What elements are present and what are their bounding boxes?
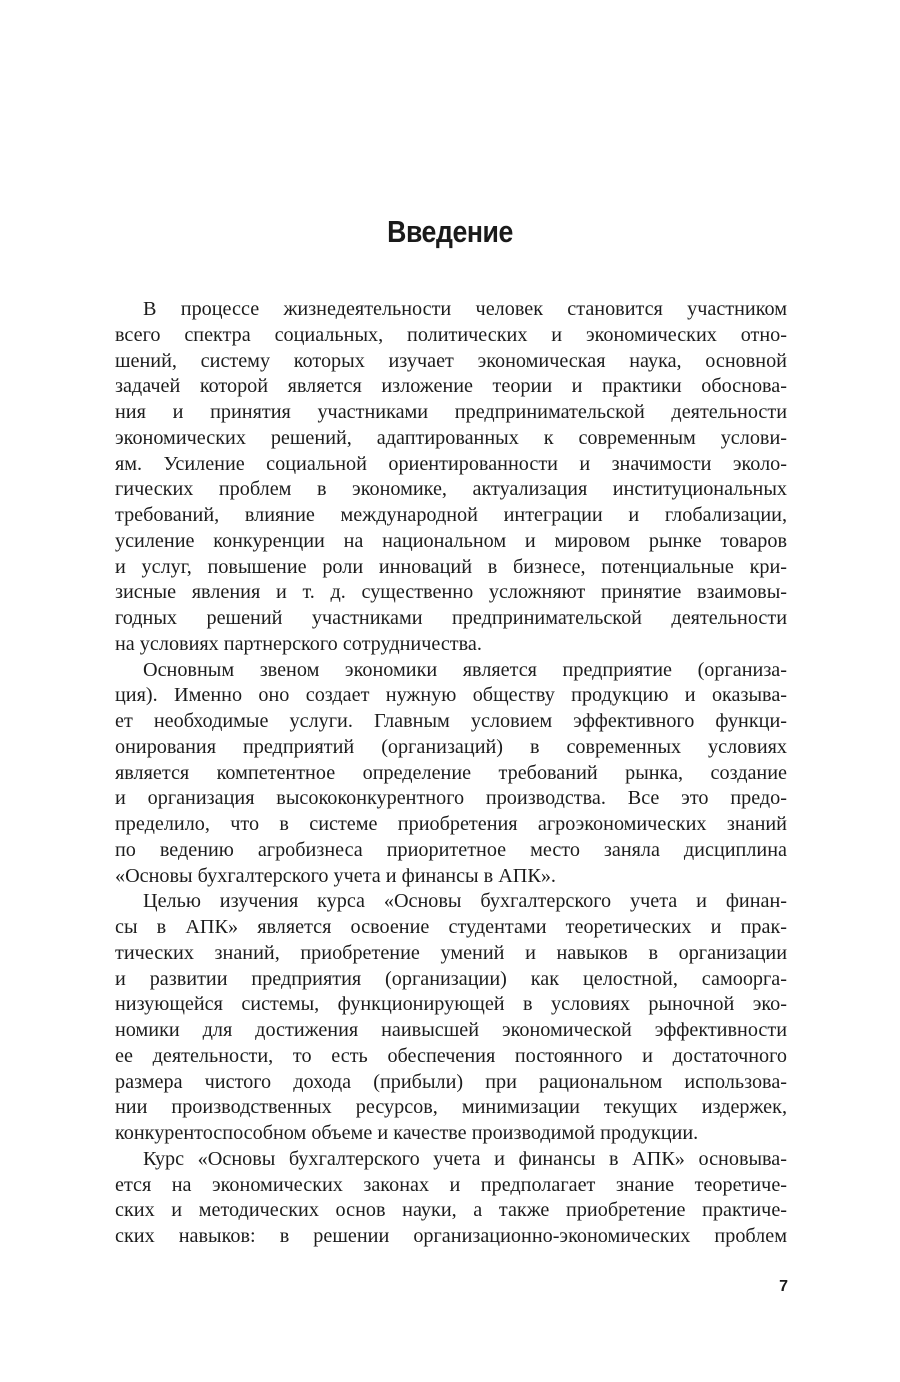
text-line: годных решений участниками предпринимательской деятельности	[115, 607, 787, 629]
body-text	[115, 297, 787, 1250]
text-line: Курс «Основы бухгалтерского учета и финансы в АПК» основыва-	[143, 1147, 787, 1170]
text-line: нии производственных ресурсов, минимизации текущих издержек,	[115, 1096, 787, 1119]
text-line: онирования предприятий (организаций) в современных условиях	[115, 735, 787, 758]
paragraph-1	[115, 297, 787, 658]
text-line: по ведению агробизнеса приоритетное место заняла дисциплина	[115, 838, 787, 861]
page-number: 7	[779, 1278, 788, 1295]
text-line: всего спектра социальных, политических и экономических отно-	[115, 323, 787, 346]
text-line: Основным звеном экономики является предприятие (организа-	[143, 658, 787, 681]
text-line: шений, систему которых изучает экономическая наука, основной	[115, 349, 787, 372]
paragraph-4	[115, 1147, 787, 1250]
text-line: сы в АПК» является освоение студентами теоретических и прак-	[115, 916, 787, 938]
text-line: пределило, что в системе приобретения агроэкономических знаний	[115, 813, 787, 835]
text-line: усиление конкуренции на национальном и мировом рынке товаров	[115, 529, 787, 552]
text-line: и услуг, повышение роли инноваций в бизнесе, потенциальные кри-	[115, 555, 787, 578]
text-line: требований, влияние международной интеграции и глобализации,	[115, 504, 787, 526]
text-line: ских навыков: в решении организационно-экономических проблем	[115, 1225, 787, 1247]
text-line: «Основы бухгалтерского учета и финансы в АПК».	[115, 864, 556, 887]
text-line: номики для достижения наивысшей экономической эффективности	[115, 1019, 787, 1041]
text-line: на условиях партнерского сотрудничества.	[115, 632, 482, 655]
chapter-title: Введение	[387, 214, 513, 249]
paragraph-2	[115, 658, 787, 890]
text-line: ее деятельности, то есть обеспечения постоянного и достаточного	[115, 1044, 787, 1067]
text-line: Целью изучения курса «Основы бухгалтерского учета и финан-	[143, 890, 787, 913]
text-line: низующейся системы, функционирующей в условиях рыночной эко-	[115, 993, 787, 1016]
text-line: ется на экономических законах и предполагает знание теоретиче-	[115, 1173, 787, 1196]
text-line: задачей которой является изложение теории и практики обоснова-	[115, 375, 787, 398]
text-line: тических знаний, приобретение умений и навыков в организации	[115, 941, 787, 964]
text-line: зисные явления и т. д. существенно усложняют принятие взаимовы-	[115, 581, 787, 604]
text-line: В процессе жизнедеятельности человек становится участником	[143, 298, 787, 320]
text-line: ция). Именно оно создает нужную обществу продукцию и оказыва-	[115, 684, 787, 707]
text-line: размера чистого дохода (прибыли) при рациональном использова-	[115, 1070, 787, 1093]
text-line: экономических решений, адаптированных к современным услови-	[115, 426, 787, 449]
text-line: и организация высококонкурентного производства. Все это предо-	[115, 787, 787, 810]
text-line: конкурентоспособном объеме и качестве производимой продукции.	[115, 1122, 699, 1144]
text-line: и развитии предприятия (организации) как целостной, самоорга-	[115, 967, 787, 990]
text-line: ских и методических основ науки, а также приобретение практиче-	[115, 1199, 787, 1222]
text-line: ния и принятия участниками предпринимательской деятельности	[115, 401, 787, 423]
text-line: гических проблем в экономике, актуализация институциональных	[115, 478, 787, 501]
text-line: ям. Усиление социальной ориентированности и значимости эколо-	[115, 452, 787, 475]
text-line: ет необходимые услуги. Главным условием эффективного функци-	[115, 710, 787, 732]
text-line: является компетентное определение требований рынка, создание	[115, 761, 787, 784]
paragraph-3	[115, 889, 787, 1147]
